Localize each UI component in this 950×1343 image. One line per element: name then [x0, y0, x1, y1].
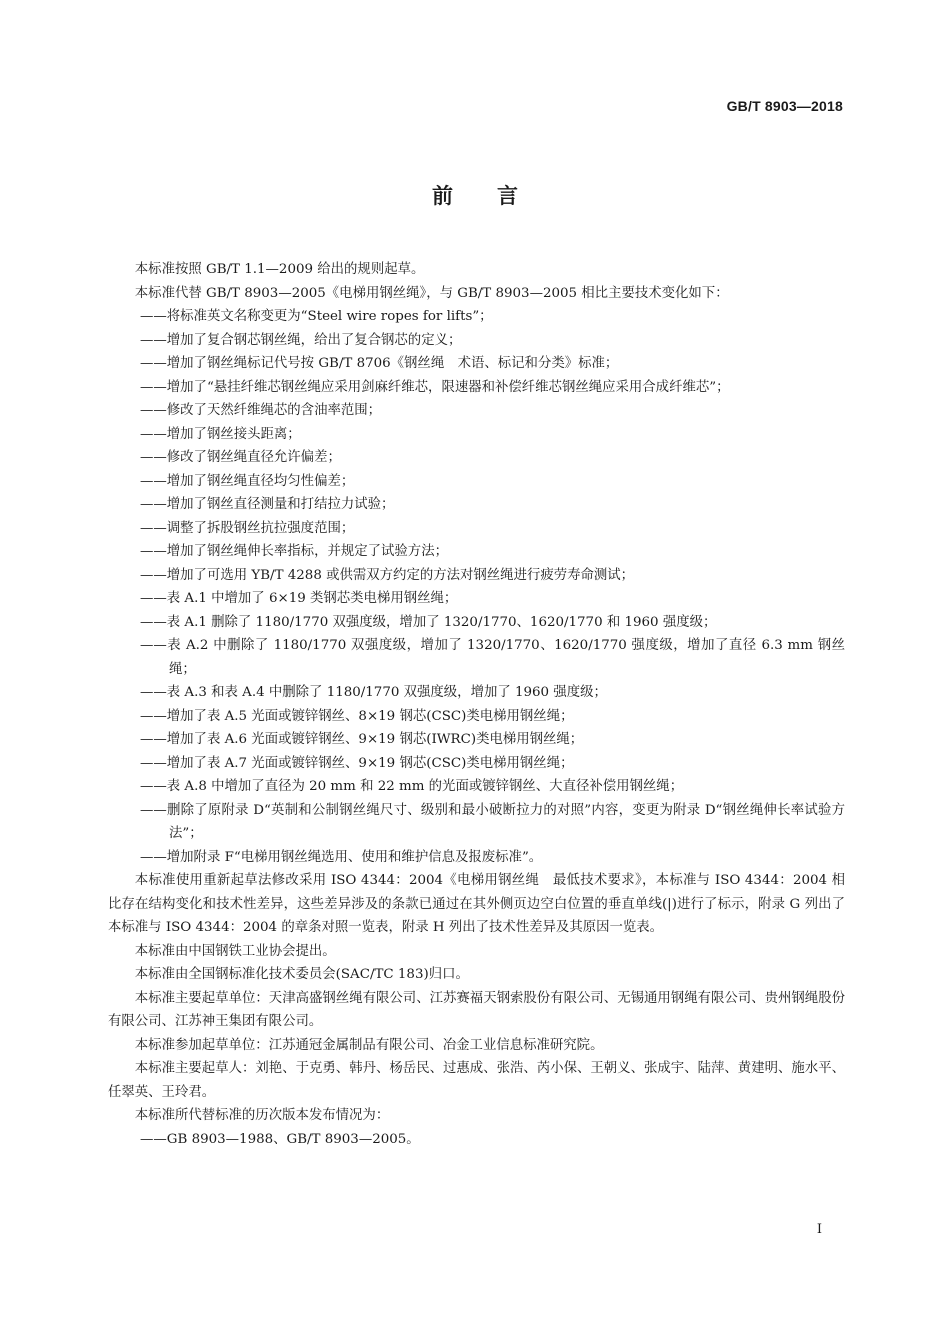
paragraph: 本标准使用重新起草法修改采用 ISO 4344：2004《电梯用钢丝绳 最低技术要求》，本标准与 ISO 4344：2004 相比存在结构变化和技术性差异，这些差异涉及的条款已通过在其外侧页边空白位置的垂直单线(|)进行了标示，附录 G 列出了本标准与 ISO 4344：2004 的章条对照一览表，附录 H 列出了技术性差异及其原因一览表。	[108, 873, 845, 935]
standard-code: GB/T 8903—2018	[726, 98, 843, 114]
list-item: ——增加了钢丝绳标记代号按 GB/T 8706《钢丝绳 术语、标记和分类》标准；	[140, 356, 619, 371]
paragraph: 本标准按照 GB/T 1.1—2009 给出的规则起草。	[134, 262, 425, 277]
list-item: ——表 A.1 中增加了 6×19 类钢芯类电梯用钢丝绳；	[140, 591, 458, 606]
list-item: ——表 A.8 中增加了直径为 20 mm 和 22 mm 的光面或镀锌钢丝、大直径补偿用钢丝绳；	[140, 779, 684, 794]
list-item: ——增加了钢丝绳伸长率指标，并规定了试验方法；	[140, 544, 448, 559]
paragraph: 本标准由全国钢标准化技术委员会(SAC/TC 183)归口。	[134, 967, 469, 982]
list-item: ——调整了拆股钢丝抗拉强度范围；	[140, 520, 355, 536]
paragraph: 本标准代替 GB/T 8903—2005《电梯用钢丝绳》，与 GB/T 8903—2005 相比主要技术变化如下：	[134, 285, 729, 301]
paragraph: 本标准由中国钢铁工业协会提出。	[134, 943, 336, 959]
list-item: ——增加附录 F“电梯用钢丝绳选用、使用和维护信息及报废标准”。	[140, 849, 543, 865]
page-number: I	[816, 1222, 822, 1237]
paragraph: 本标准所代替标准的历次版本发布情况为：	[134, 1108, 390, 1123]
document-body	[108, 258, 845, 1151]
paragraph: 本标准主要起草单位：天津高盛钢丝绳有限公司、江苏赛福天钢索股份有限公司、无锡通用钢绳有限公司、贵州钢绳股份有限公司、江苏神王集团有限公司。	[108, 990, 845, 1029]
list-item: ——增加了钢丝接头距离；	[140, 426, 301, 442]
list-item: ——将标准英文名称变更为“Steel wire ropes for lifts”；	[140, 309, 493, 324]
list-item: ——增加了钢丝直径测量和打结拉力试验；	[140, 497, 395, 512]
list-item: ——删除了原附录 D“英制和公制钢丝绳尺寸、级别和最小破断拉力的对照”内容，变更为附录 D“钢丝绳伸长率试验方法”；	[140, 802, 845, 841]
list-item: ——增加了“悬挂纤维芯钢丝绳应采用剑麻纤维芯，限速器和补偿纤维芯钢丝绳应采用合成纤维芯”；	[140, 379, 730, 395]
list-item: ——增加了钢丝绳直径均匀性偏差；	[140, 473, 355, 489]
list-item: ——增加了表 A.5 光面或镀锌钢丝、8×19 钢芯(CSC)类电梯用钢丝绳；	[140, 708, 574, 724]
list-item: ——增加了可选用 YB/T 4288 或供需双方约定的方法对钢丝绳进行疲劳寿命测试；	[140, 567, 635, 583]
list-item: ——修改了钢丝绳直径允许偏差；	[140, 450, 341, 465]
page-title: 前言	[432, 184, 562, 208]
list-item: ——表 A.2 中删除了 1180/1770 双强度级，增加了 1320/1770、1620/1770 强度级，增加了直径 6.3 mm 钢丝绳；	[140, 638, 845, 677]
list-item: ——增加了复合钢芯钢丝绳，给出了复合钢芯的定义；	[140, 332, 462, 348]
list-item: ——增加了表 A.6 光面或镀锌钢丝、9×19 钢芯(IWRC)类电梯用钢丝绳；	[140, 732, 584, 747]
paragraph: 本标准参加起草单位：江苏通冠金属制品有限公司、冶金工业信息标准研究院。	[134, 1037, 604, 1053]
list-item: ——GB 8903—1988、GB/T 8903—2005。	[140, 1131, 420, 1147]
list-item: ——表 A.3 和表 A.4 中删除了 1180/1770 双强度级，增加了 1960 强度级；	[140, 685, 607, 700]
list-item: ——增加了表 A.7 光面或镀锌钢丝、9×19 钢芯(CSC)类电梯用钢丝绳；	[140, 755, 574, 771]
list-item: ——表 A.1 删除了 1180/1770 双强度级，增加了 1320/1770、1620/1770 和 1960 强度级；	[140, 614, 717, 630]
list-item: ——修改了天然纤维绳芯的含油率范围；	[140, 403, 382, 418]
paragraph: 本标准主要起草人：刘艳、于克勇、韩丹、杨岳民、过惠成、张浩、芮小保、王朝义、张成宇、陆萍、黄建明、施水平、任翠英、王玲君。	[108, 1061, 845, 1100]
